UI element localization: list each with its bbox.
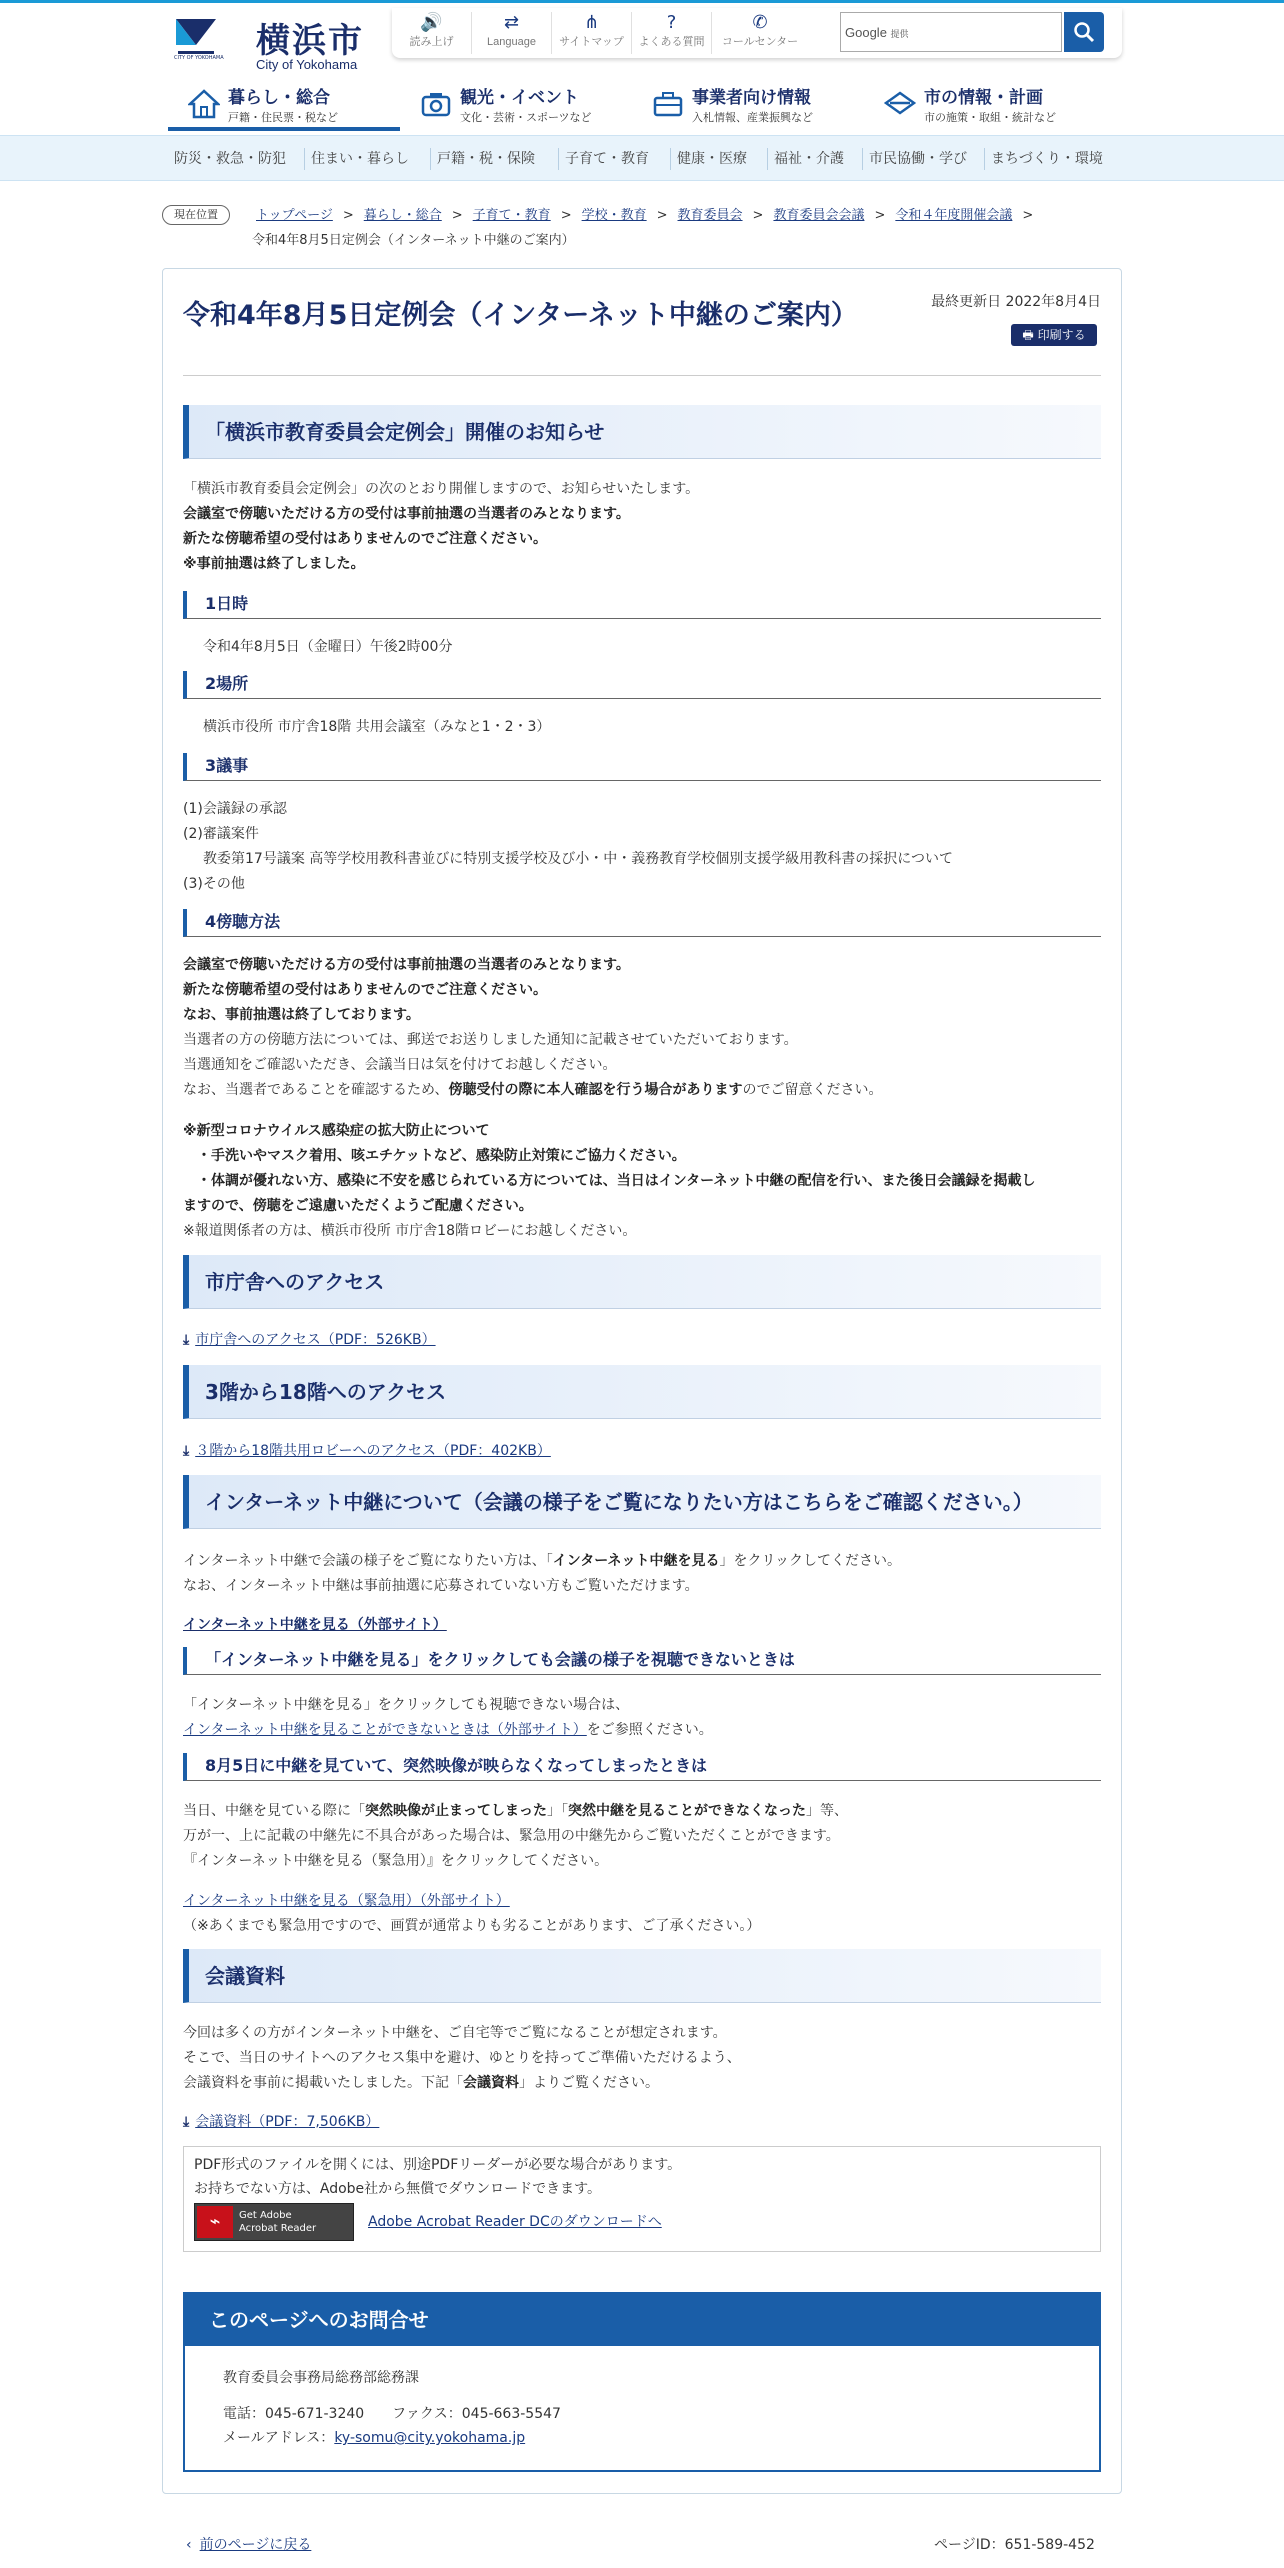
breadcrumb-current-label: 現在位置 xyxy=(162,205,230,225)
search-icon xyxy=(1073,21,1095,43)
logo-english: City of Yokohama xyxy=(256,57,358,72)
subnav-item[interactable]: 防災・救急・防犯 xyxy=(174,151,286,167)
util-read-aloud[interactable]: 🔊 読み上げ xyxy=(392,12,472,54)
acrobat-icon: ⌁ xyxy=(197,2206,233,2238)
datetime-text: 令和4年8月5日（金曜日）午後2時00分 xyxy=(203,639,453,655)
docs-text: 今回は多くの方がインターネット中継を、ご自宅等でご覧になることが想定されます。 そこで、当日のサイトへのアクセス集中を避け、ゆとりを持ってご準備いただけるよう、 会議資料を事前に掲載いたしました。下記「会議資料」よりご覧ください。 xyxy=(183,2025,741,2091)
subsection-heading: 3議事 xyxy=(183,753,1101,781)
logo-mark-text: CITY OF YOKOHAMA xyxy=(174,55,224,61)
util-call-center[interactable]: ✆ コールセンター xyxy=(712,12,808,54)
search-brand: Google xyxy=(845,25,887,40)
print-button[interactable]: 🖶 印刷する xyxy=(1011,324,1097,346)
section-heading: 「横浜市教育委員会定例会」開催のお知らせ xyxy=(183,405,1101,459)
internet-stream-link[interactable]: インターネット中継を見る（外部サイト） xyxy=(183,1617,447,1633)
main-content xyxy=(162,268,1122,2494)
subnav-item[interactable]: 健康・医療 xyxy=(670,148,747,170)
section-heading: インターネット中継について（会議の様子をご覧になりたい方はこちらをご確認ください。） xyxy=(183,1475,1101,1529)
section-heading: 市庁舎へのアクセス xyxy=(183,1255,1101,1309)
contact-title: このページへのお問合せ xyxy=(185,2294,1099,2346)
back-link-wrap xyxy=(186,2534,311,2554)
adobe-download-link[interactable]: Adobe Acrobat Reader DCのダウンロードへ xyxy=(368,2214,662,2230)
subsection-heading: 2場所 xyxy=(183,671,1101,699)
sudden-stop-text: 当日、中継を見ている際に「突然映像が止まってしまった」「突然中継を見ることができなくなった」等、 万が一、上に記載の中継先に不具合があった場合は、緊急用の中継先からご覧いただくことができます。 『インターネット中継を見る（緊急用）』をクリックしてください。 xyxy=(183,1803,848,1869)
question-icon: ? xyxy=(666,12,677,33)
contact-box: このページへのお問合せ 教育委員会事務局総務部総務課 電話：045-671-3240 ファクス：045-663-5547 メールアドレス：ky-somu@city.yokohama.jp xyxy=(183,2292,1101,2472)
camera-icon xyxy=(420,89,452,119)
cannot-view-text: 「インターネット中継を見る」をクリックしても視聴できない場合は、 インターネット中継を見ることができないときは（外部サイト）をご参照ください。 xyxy=(183,1697,713,1738)
gnav-living[interactable]: 暮らし・総合 戸籍・住民票・税など xyxy=(168,81,400,131)
printer-icon: 🖶 xyxy=(1022,328,1038,342)
adobe-reader-badge[interactable]: ⌁ Get Adobe Acrobat Reader xyxy=(194,2203,354,2241)
download-icon: ⤓ xyxy=(183,2114,190,2130)
page-title: 令和4年8月5日定例会（インターネット中継のご案内） xyxy=(183,300,858,331)
back-link[interactable]: 前のページに戻る xyxy=(199,2537,312,2553)
contact-email-link[interactable]: ky-somu@city.yokohama.jp xyxy=(334,2430,526,2446)
search-input[interactable] xyxy=(840,12,1062,52)
briefcase-icon xyxy=(652,89,684,119)
utility-bar xyxy=(392,8,1122,58)
breadcrumb-link[interactable]: トップページ xyxy=(256,208,333,223)
contact-dept: 教育委員会事務局総務部総務課 xyxy=(223,2370,419,2386)
download-icon: ⤓ xyxy=(183,1332,190,1348)
gnav-city-info[interactable]: 市の情報・計画 市の施策・取組・統計など xyxy=(864,81,1096,131)
city-mark-icon xyxy=(884,89,916,119)
subnav-item[interactable]: 福祉・介護 xyxy=(767,148,844,170)
subnav-item[interactable]: 戸籍・税・保険 xyxy=(430,148,535,170)
breadcrumb-link[interactable]: 教育委員会会議 xyxy=(773,208,865,223)
gnav-tourism[interactable]: 観光・イベント 文化・芸術・スポーツなど xyxy=(400,81,632,131)
util-sitemap[interactable]: ⋔ サイトマップ xyxy=(552,12,632,54)
download-icon: ⤓ xyxy=(183,1443,190,1459)
sitemap-icon: ⋔ xyxy=(583,12,600,33)
divider xyxy=(183,375,1101,376)
subnav-item[interactable]: 住まい・暮らし xyxy=(304,148,409,170)
cannot-view-link[interactable]: インターネット中継を見ることができないときは（外部サイト） xyxy=(183,1722,587,1738)
breadcrumb-link[interactable]: 令和４年度開催会議 xyxy=(895,208,1013,223)
section-heading: 3階から18階へのアクセス xyxy=(183,1365,1101,1419)
breadcrumb-link[interactable]: 子育て・教育 xyxy=(472,208,551,223)
search-brand-sub: 提供 xyxy=(890,29,909,39)
emergency-stream-link[interactable]: インターネット中継を見る（緊急用）（外部サイト） xyxy=(183,1893,510,1909)
subsection-heading: 8月5日に中継を見ていて、突然映像が映らなくなってしまったときは xyxy=(183,1753,1101,1781)
subnav-item[interactable]: まちづくり・環境 xyxy=(984,148,1103,170)
breadcrumb-link[interactable]: 教育委員会 xyxy=(677,208,743,223)
pdf-reader-notice: PDF形式のファイルを開くには、別途PDFリーダーが必要な場合があります。 お持ちでない方は、Adobe社から無償でダウンロードできます。 ⌁ Get Adobe Acrobat Reader Adobe Acrobat Reader DCのダウンロードへ xyxy=(183,2146,1101,2252)
last-updated: 最終更新日 2022年8月4日 xyxy=(931,294,1101,310)
global-nav xyxy=(168,81,1122,131)
gnav-business[interactable]: 事業者向け情報 入札情報、産業振興など xyxy=(632,81,864,131)
subsection-heading: 「インターネット中継を見る」をクリックしても会議の様子を視聴できないときは xyxy=(183,1647,1101,1675)
breadcrumb-last: 令和4年8月5日定例会（インターネット中継のご案内） xyxy=(252,233,575,248)
method-text: 会議室で傍聴いただける方の受付は事前抽選の当選者のみとなります。 新たな傍聴希望の受付はありませんのでご注意ください。 なお、事前抽選は終了しております。 当選者の方の傍聴方法については、郵送でお送りしました通知に記載させていただいております。 当選通知をご確認いただき、会議当日は気を付けてお越しください。 なお、当選者であることを確認するため、傍聴受付の際に本人確認を行う場合がありますのでご留意ください。 xyxy=(183,957,883,1098)
speaker-icon: 🔊 xyxy=(420,12,443,33)
access18-pdf-link[interactable]: ３階から18階共用ロビーへのアクセス（PDF：402KB） xyxy=(195,1443,551,1459)
subsection-heading: 4傍聴方法 xyxy=(183,909,1101,937)
logo-japanese: 横浜市 xyxy=(256,21,364,61)
util-language[interactable]: ⇄ Language xyxy=(472,12,552,54)
subsection-heading: 1日時 xyxy=(183,591,1101,619)
covid-notice: ※新型コロナウイルス感染症の拡大防止について ・手洗いやマスク着用、咳エチケットなど、感染防止対策にご協力ください。 ・体調が優れない方、感染に不安を感じられている方については、当日はインターネット中継の配信を行い、また後日会議録を掲載し ますので、傍聴をご遠慮いただくようご配慮ください。 ※報道関係者の方は、横浜市役所 市庁舎18階ロビーにお越しください。 xyxy=(183,1123,1036,1239)
agenda-list: (1)会議録の承認 (2)審議案件 教委第17号議案 高等学校用教科書並びに特別支援学校及び小・中・義務教育学校個別支援学級用教科書の採択について (3)その他 xyxy=(183,801,953,892)
breadcrumb-link[interactable]: 暮らし・総合 xyxy=(363,208,442,223)
site-logo[interactable] xyxy=(172,13,372,73)
subnav-item[interactable]: 市民協働・学び xyxy=(862,148,967,170)
breadcrumb-link[interactable]: 学校・教育 xyxy=(581,208,647,223)
docs-pdf-link[interactable]: 会議資料（PDF：7,506KB） xyxy=(195,2114,380,2130)
place-text: 横浜市役所 市庁舎18階 共用会議室（みなと1・2・3） xyxy=(203,719,551,735)
contact-phone: 電話：045-671-3240 ファクス：045-663-5547 xyxy=(223,2406,561,2422)
phone-icon: ✆ xyxy=(752,12,768,33)
site-header xyxy=(0,3,1284,133)
access-pdf-link[interactable]: 市庁舎へのアクセス（PDF：526KB） xyxy=(195,1332,436,1348)
search-button[interactable] xyxy=(1064,12,1104,52)
internet-text: インターネット中継で会議の様子をご覧になりたい方は、「インターネット中継を見る」をクリックしてください。 なお、インターネット中継は事前抽選に応募されていない方もご覧いただけます。 xyxy=(183,1553,901,1594)
notice-text: 「横浜市教育委員会定例会」の次のとおり開催しますので、お知らせいたします。 会議室で傍聴いただける方の受付は事前抽選の当選者のみとなります。 新たな傍聴希望の受付はありませんのでご注意ください。 ※事前抽選は終了しました。 xyxy=(183,481,700,572)
emergency-note: （※あくまでも緊急用ですので、画質が通常よりも劣ることがあります、ご了承ください。） xyxy=(183,1918,761,1934)
section-heading: 会議資料 xyxy=(183,1949,1101,2003)
util-faq[interactable]: ? よくある質問 xyxy=(632,12,712,54)
house-icon xyxy=(188,89,220,119)
language-icon: ⇄ xyxy=(503,12,520,33)
page-id: ページID：651-589-452 xyxy=(934,2537,1095,2553)
chevron-left-icon: ‹ xyxy=(186,2537,192,2553)
category-subnav xyxy=(0,135,1284,181)
subnav-item[interactable]: 子育て・教育 xyxy=(558,148,649,170)
